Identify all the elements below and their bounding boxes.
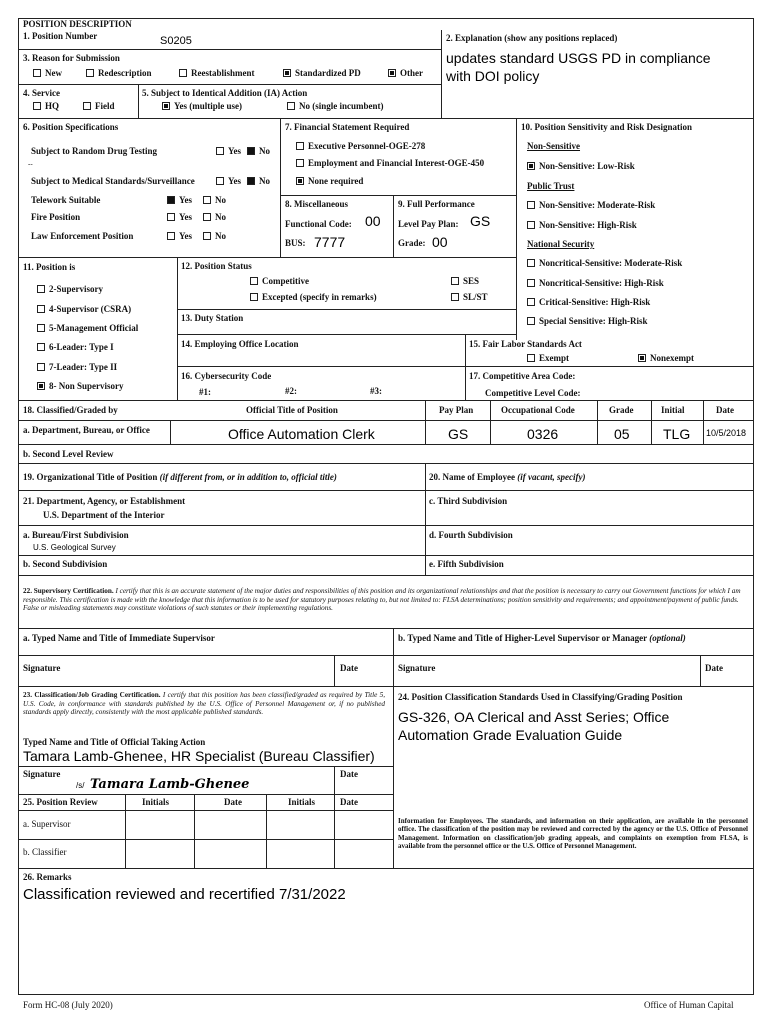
nc-moderate-risk[interactable]: Noncritical-Sensitive: Moderate-Risk [527,258,682,269]
medical-label: Subject to Medical Standards/Surveillance [31,176,195,186]
ns-moderate-risk[interactable]: Non-Sensitive: Moderate-Risk [527,200,655,211]
status-slst[interactable]: SL/ST [451,292,488,303]
remarks-label: 26. Remarks [23,872,72,882]
checkbox-icon [179,69,187,77]
official-taking-action-label: Typed Name and Title of Official Taking Action [23,737,206,747]
reason-label: 3. Reason for Submission [23,53,120,63]
initial-cell[interactable]: TLG [663,426,691,442]
supervisor-signature-label: Signature [23,663,61,673]
checkbox-icon [37,363,45,371]
service-field[interactable]: Field [83,101,115,112]
checkbox-icon [37,305,45,313]
checkbox-icon [296,142,304,150]
checkbox-icon [37,285,45,293]
position-is-label: 11. Position is [23,262,76,272]
checkbox-checked-icon [162,102,170,110]
checkbox-icon [527,298,535,306]
dash-text: -- [28,160,33,168]
ia-no[interactable]: No (single incumbent) [287,101,384,112]
higher-signature-label: Signature [398,663,436,673]
classified-by-label: 18. Classified/Graded by [23,405,118,415]
fourth-subdivision-label: d. Fourth Subdivision [429,530,513,540]
official-taking-action-value[interactable]: Tamara Lamb-Ghenee, HR Specialist (Bureau Classifier) [23,748,375,764]
service-label: 4. Service [23,88,60,98]
higher-date-label: Date [705,663,723,673]
supervisory-certification: 22. Supervisory Certification. I certify that this is an accurate statement of the major duties and responsibilities of this position and its organizational relationships and that the position is necessary to carry out Government functions for which I am responsible. This certification is made with the knowledge that this information is to be used for statutory purposes relating to, but not limited to: FLSA determinations; position sensitivity and requirements; and appointment/payment of public funds. False or misleading statements may constitute violations of such statutes or their implementing regulations. [23,587,741,613]
second-subdivision-label: b. Second Subdivision [23,559,108,569]
national-security-heading: National Security [527,239,595,249]
drug-yes[interactable]: Yes [216,146,241,157]
pay-plan-cell[interactable]: GS [448,426,469,442]
functional-code-value[interactable]: 00 [365,213,381,229]
checkbox-filled-icon [167,196,175,204]
fin-oge450[interactable]: Employment and Financial Interest-OGE-450 [296,158,484,169]
initials-header-2: Initials [288,797,316,807]
checkbox-icon [527,279,535,287]
telework-yes[interactable]: Yes [167,195,192,206]
position-review-label: 25. Position Review [23,797,98,807]
pos-non-supervisory[interactable]: 8- Non Supervisory [37,381,124,392]
medical-yes[interactable]: Yes [216,176,241,187]
third-subdivision-label: c. Third Subdivision [429,496,508,506]
pos-leader-1[interactable]: 6-Leader: Type I [37,342,114,353]
fin-oge278[interactable]: Executive Personnel-OGE-278 [296,141,425,152]
flsa-exempt[interactable]: Exempt [527,353,569,364]
reason-reestablishment[interactable]: Reestablishment [179,68,255,79]
checkbox-icon [527,201,535,209]
reason-other[interactable]: Other [388,68,423,79]
standards-used-label: 24. Position Classification Standards Used in Classifying/Grading Position [398,692,683,702]
review-supervisor-label: a. Supervisor [23,819,71,829]
status-ses[interactable]: SES [451,276,479,287]
checkbox-icon [216,177,224,185]
sensitivity-label: 10. Position Sensitivity and Risk Designation [521,122,693,132]
official-title-value[interactable]: Office Automation Clerk [228,426,375,442]
employee-name-label: 20. Name of Employee (if vacant, specify) [429,472,586,482]
grade-cell[interactable]: 05 [614,426,630,442]
checkbox-checked-icon [37,382,45,390]
dept-bureau-label: a. Department, Bureau, or Office [23,425,150,435]
competitive-area-label: 17. Competitive Area Code: [469,371,576,381]
checkbox-icon [451,293,459,301]
signature-prefix: /s/ [76,781,85,790]
nc-high-risk[interactable]: Noncritical-Sensitive: High-Risk [527,278,664,289]
checkbox-icon [527,354,535,362]
functional-code-label: Functional Code: [285,219,352,229]
classifier-signature-label: Signature [23,769,61,779]
checkbox-icon [527,259,535,267]
date-cell[interactable]: 10/5/2018 [706,428,747,438]
telework-no[interactable]: No [203,195,226,206]
checkbox-icon [527,317,535,325]
department-value[interactable]: U.S. Department of the Interior [43,510,165,520]
pos-supervisory[interactable]: 2-Supervisory [37,284,103,295]
non-sensitive-heading: Non-Sensitive [527,141,581,151]
checkbox-checked-icon [527,162,535,170]
law-label: Law Enforcement Position [31,231,134,241]
office-name: Office of Human Capital [644,1000,734,1010]
specs-label: 6. Position Specifications [23,122,119,132]
status-competitive[interactable]: Competitive [250,276,309,287]
checkbox-icon [83,102,91,110]
ns-low-risk[interactable]: Non-Sensitive: Low-Risk [527,161,635,172]
ns-high-risk[interactable]: Non-Sensitive: High-Risk [527,220,637,231]
financial-label: 7. Financial Statement Required [285,122,410,132]
pay-plan-header: Pay Plan [439,405,474,415]
fire-yes[interactable]: Yes [167,212,192,223]
checkbox-filled-icon [247,177,255,185]
position-status-label: 12. Position Status [181,261,252,271]
classification-certification: 23. Classification/Job Grading Certification. I certify that this position has been classified/graded as required by Title 5, U.S. Code, in conformance with standards published by the U.S. Office of Personnel Management or, if no published standards apply directly, consistently with the most applicable published standards. [23,691,386,717]
fin-none[interactable]: None required [296,176,363,187]
classifier-signature: Tamara Lamb-Ghenee [90,777,250,792]
remarks-value[interactable]: Classification reviewed and recertified 7/31/2022 [23,886,346,903]
bureau-value[interactable]: U.S. Geological Survey [33,543,116,552]
employee-information: Information for Employees. The standards, and information on their application, are available in the personnel office. The classification of the position may be reviewed and corrected by the agency or the U.S. Office of Personnel Management. Information on classification/job grading appeals, and complaints on exemption from FLSA, is available from the personnel office or the U.S. Office of Personnel Management. [398,817,748,851]
checkbox-icon [287,102,295,110]
telework-label: Telework Suitable [31,195,101,205]
classifier-date-label: Date [340,769,358,779]
full-performance-label: 9. Full Performance [398,199,475,209]
department-label: 21. Department, Agency, or Establishment [23,496,186,506]
checkbox-icon [451,277,459,285]
misc-label: 8. Miscellaneous [285,199,348,209]
bureau-label: a. Bureau/First Subdivision [23,530,129,540]
checkbox-checked-icon [388,69,396,77]
reason-new[interactable]: New [33,68,62,79]
ia-label: 5. Subject to Identical Addition (IA) Action [142,88,308,98]
org-title-label: 19. Organizational Title of Position (if different from, or in addition to, official title) [23,472,337,482]
official-title-header: Official Title of Position [246,405,338,415]
law-yes[interactable]: Yes [167,231,192,242]
drug-no[interactable]: No [247,146,270,157]
public-trust-heading: Public Trust [527,181,575,191]
form-title: POSITION DESCRIPTION [23,19,132,29]
form-number: Form HC-08 (July 2020) [23,1000,113,1010]
reason-redescription[interactable]: Redescription [86,68,152,79]
position-number-value[interactable]: S0205 [160,35,192,47]
drug-testing-label: Subject to Random Drug Testing [31,146,158,156]
pay-plan-label: Level Pay Plan: [398,219,459,229]
date-header-1: Date [224,797,242,807]
fifth-subdivision-label: e. Fifth Subdivision [429,559,504,569]
checkbox-icon [203,232,211,240]
cyber-code-1[interactable]: #1: [199,387,211,397]
standards-used-value-1[interactable]: GS-326, OA Clerical and Asst Series; Office [398,709,670,725]
checkbox-checked-icon [283,69,291,77]
critical-high-risk[interactable]: Critical-Sensitive: High-Risk [527,297,650,308]
cyber-code-3[interactable]: #3: [370,386,382,396]
review-classifier-label: b. Classifier [23,847,67,857]
checkbox-icon [203,196,211,204]
reason-standardized[interactable]: Standardized PD [283,68,361,79]
checkbox-checked-icon [296,177,304,185]
initials-header-1: Initials [142,797,170,807]
occ-code-cell[interactable]: 0326 [527,426,559,442]
explanation-value-1[interactable]: updates standard USGS PD in compliance [446,50,711,66]
flsa-label: 15. Fair Labor Standards Act [469,339,582,349]
immediate-supervisor-label: a. Typed Name and Title of Immediate Supervisor [23,633,215,643]
employing-office-label: 14. Employing Office Location [181,339,299,349]
fire-no[interactable]: No [203,212,226,223]
checkbox-filled-icon [247,147,255,155]
special-high-risk[interactable]: Special Sensitive: High-Risk [527,316,648,327]
second-level-review-label: b. Second Level Review [23,449,114,459]
checkbox-icon [167,232,175,240]
grade-value[interactable]: 00 [432,234,448,250]
checkbox-checked-icon [638,354,646,362]
explanation-label: 2. Explanation (show any positions replaced) [446,33,618,43]
medical-no[interactable]: No [247,176,270,187]
checkbox-icon [250,277,258,285]
pay-plan-value[interactable]: GS [470,213,491,229]
service-hq[interactable]: HQ [33,101,59,112]
pos-supervisor-csra[interactable]: 4-Supervisor (CSRA) [37,304,131,315]
checkbox-icon [86,69,94,77]
checkbox-icon [33,102,41,110]
cyber-code-2[interactable]: #2: [285,386,297,396]
flsa-nonexempt[interactable]: Nonexempt [638,353,694,364]
grade-header: Grade [609,405,634,415]
initial-header: Initial [661,405,685,415]
higher-supervisor-label: b. Typed Name and Title of Higher-Level Supervisor or Manager (optional) [398,633,686,643]
standards-used-value-2[interactable]: Automation Grade Evaluation Guide [398,727,623,743]
fire-label: Fire Position [31,212,81,222]
pos-management[interactable]: 5-Management Official [37,323,138,334]
bus-value[interactable]: 7777 [314,234,346,250]
bus-label: BUS: [285,238,306,248]
competitive-level-label: Competitive Level Code: [485,388,581,398]
checkbox-icon [203,213,211,221]
checkbox-icon [33,69,41,77]
law-no[interactable]: No [203,231,226,242]
grade-label: Grade: [398,238,426,248]
ia-yes[interactable]: Yes (multiple use) [162,101,242,112]
status-excepted[interactable]: Excepted (specify in remarks) [250,292,377,303]
checkbox-icon [167,213,175,221]
checkbox-icon [37,343,45,351]
supervisor-date-label: Date [340,663,358,673]
date-header-2: Date [340,797,358,807]
checkbox-icon [296,159,304,167]
position-number-label: 1. Position Number [23,31,98,41]
cyber-code-label: 16. Cybersecurity Code [181,371,272,381]
duty-station-label: 13. Duty Station [181,313,244,323]
explanation-value-2[interactable]: with DOI policy [446,68,540,84]
pos-leader-2[interactable]: 7-Leader: Type II [37,362,117,373]
checkbox-icon [527,221,535,229]
occ-code-header: Occupational Code [501,405,575,415]
checkbox-icon [216,147,224,155]
date-header: Date [716,405,734,415]
checkbox-icon [250,293,258,301]
checkbox-icon [37,324,45,332]
